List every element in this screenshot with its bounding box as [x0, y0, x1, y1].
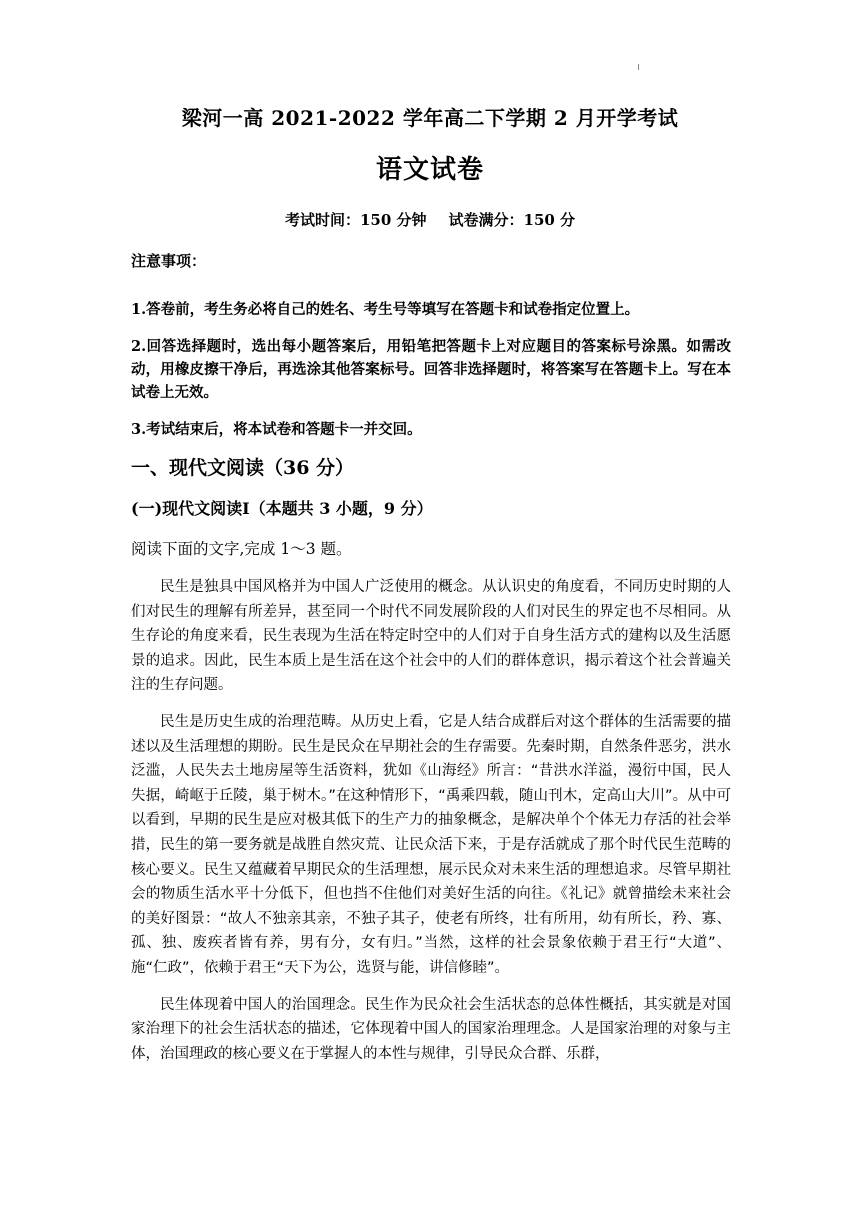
passage-paragraph-3: 民生体现着中国人的治国理念。民生作为民众社会生活状态的总体性概括，其实就是对国家治理下的社会生活状态的描述，它体现着中国人的国家治理理念。人是国家治理的对象与主体，治国理政的核心要义在于掌握人的本性与规律，引导民众合群、乐群，	[131, 996, 731, 1062]
notice-item-3: 3.考试结束后，将本试卷和答题卡一并交回。	[131, 421, 422, 438]
section-heading: 一、现代文阅读（36 分）	[131, 457, 355, 479]
notice-heading: 注意事项：	[131, 252, 207, 270]
exam-title: 梁河一高 2021-2022 学年高二下学期 2 月开学考试	[181, 106, 679, 130]
notice-item-2: 2.回答选择题时，选出每小题答案后，用铅笔把答题卡上对应题目的答案标号涂黑。如需改动，用橡皮擦干净后，再选涂其他答案标号。回答非选择题时，将答案写在答题卡上。写在本试卷上无效。	[131, 338, 731, 401]
notice-item-1: 1.答卷前，考生务必将自己的姓名、考生号等填写在答题卡和试卷指定位置上。	[131, 301, 640, 318]
reading-instruction: 阅读下面的文字,完成 1～3 题。	[131, 540, 352, 558]
exam-time: 考试时间：150 分钟	[284, 211, 427, 229]
page-mark	[638, 64, 639, 70]
exam-subject-title: 语文试卷	[375, 155, 484, 185]
exam-content	[131, 250, 731, 1078]
passage-paragraph-2: 民生是历史生成的治理范畴。从历史上看，它是人结合成群后对这个群体的生活需要的描述以及生活理想的期盼。民生是民众在早期社会的生存需要。先秦时期，自然条件恶劣，洪水泛滥，人民失去土地房屋等生活资料，犹如《山海经》所言：“昔洪水洋溢，漫衍中国，民人失据，崎岖于丘陵，巢于树木。”在这种情形下，“禹乘四载，随山刊木，定高山大川”。从中可以看到，早期的民生是应对极其低下的生产力的抽象概念，是解决单个个体无力存活的社会举措，民生的第一要务就是战胜自然灾荒、让民众活下来，于是存活就成了那个时代民生范畴的核心要义。民生又蕴藏着早期民众的生活理想，展示民众对未来生活的理想追求。尽管早期社会的物质生活水平十分低下，但也挡不住他们对美好生活的向往。《礼记》就曾描绘未来社会的美好图景：“故人不独亲其亲，不独子其子，使老有所终，壮有所用，幼有所长，矜、寡、孤、独、废疾者皆有养，男有分，女有归。”当然，这样的社会景象依赖于君王行“大道”、施“仁政”，依赖于君王“天下为公，选贤与能，讲信修睦”。	[131, 713, 731, 976]
subsection-heading: (一)现代文阅读Ⅰ（本题共 3 小题，9 分）	[131, 499, 433, 518]
exam-info	[0, 209, 860, 231]
passage-paragraph-1: 民生是独具中国风格并为中国人广泛使用的概念。从认识史的角度看，不同历史时期的人们对民生的理解有所差异，甚至同一个时代不同发展阶段的人们对民生的界定也不尽相同。从生存论的角度来看，民生表现为生活在特定时空中的人们对于自身生活方式的建构以及生活愿景的追求。因此，民生本质上是生活在这个社会中的人们的群体意识，揭示着这个社会普遍关注的生存问题。	[131, 579, 731, 694]
exam-full-score: 试卷满分：150 分	[448, 211, 576, 229]
